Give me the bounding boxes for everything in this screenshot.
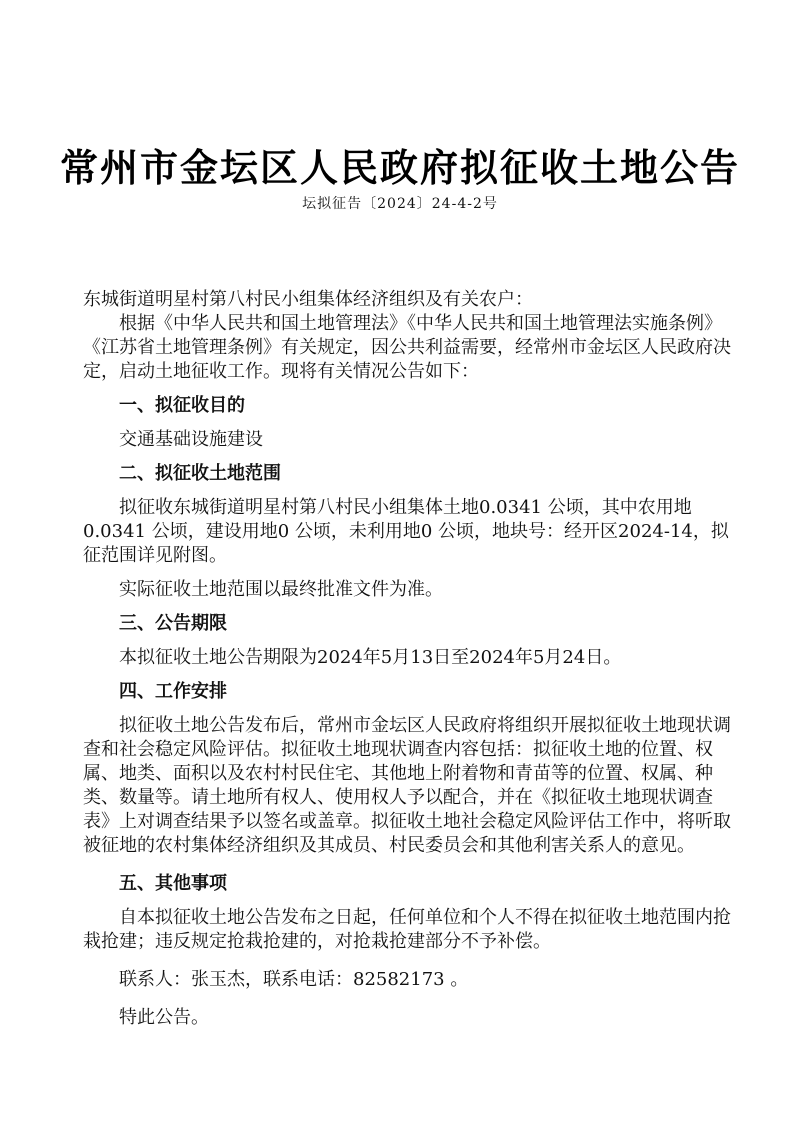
document-body <box>83 288 733 1030</box>
section-heading: 三、公告期限 <box>119 613 227 634</box>
section-heading: 二、拟征收土地范围 <box>119 463 281 484</box>
document-title: 常州市金坛区人民政府拟征收土地公告 <box>59 146 740 190</box>
section-scope <box>83 462 733 602</box>
intro-paragraph: 根据《中华人民共和国土地管理法》《中华人民共和国土地管理法实施条例》《江苏省土地管理条例》有关规定，因公共利益需要，经常州市金坛区人民政府决定，启动土地征收工作。现将有关情况公告如下： <box>83 313 731 382</box>
section-work-arrangement <box>83 680 733 858</box>
addressee: 东城街道明星村第八村民小组集体经济组织及有关农户： <box>83 289 533 310</box>
section-paragraph: 交通基础设施建设 <box>119 429 263 450</box>
section-paragraph: 自本拟征收土地公告发布之日起，任何单位和个人不得在拟征收土地范围内抢栽抢建；违反规定抢栽抢建的，对抢栽抢建部分不予补偿。 <box>83 907 731 952</box>
section-paragraph: 拟征收土地公告发布后，常州市金坛区人民政府将组织开展拟征收土地现状调查和社会稳定风险评估。拟征收土地现状调查内容包括：拟征收土地的位置、权属、地类、面积以及农村村民住宅、其他地上附着物和青苗等的位置、权属、种类、数量等。请土地所有权人、使用权人予以配合，并在《拟征收土地现状调查表》上对调查结果予以签名或盖章。拟征收土地社会稳定风险评估工作中，将听取被征地的农村集体经济组织及其成员、村民委员会和其他利害关系人的意见。 <box>83 715 731 856</box>
section-purpose <box>83 394 733 452</box>
section-paragraph: 实际征收土地范围以最终批准文件为准。 <box>119 579 443 600</box>
section-heading: 五、其他事项 <box>119 873 227 894</box>
document-number: 坛拟征告〔2024〕24-4-2号 <box>302 196 498 212</box>
section-heading: 四、工作安排 <box>119 681 227 702</box>
closing-line: 特此公告。 <box>119 1007 209 1028</box>
section-paragraph: 本拟征收土地公告期限为2024年5月13日至2024年5月24日。 <box>119 647 622 668</box>
section-heading: 一、拟征收目的 <box>119 395 245 416</box>
contact-line: 联系人：张玉杰，联系电话：82582173 。 <box>119 969 469 990</box>
section-paragraph: 拟征收东城街道明星村第八村民小组集体土地0.0341 公顷，其中农用地0.0341 公顷，建设用地0 公顷，未利用地0 公顷，地块号：经开区2024-14，拟征范围详见附图。 <box>83 497 729 566</box>
section-other-matters <box>83 872 733 954</box>
section-period <box>83 612 733 670</box>
